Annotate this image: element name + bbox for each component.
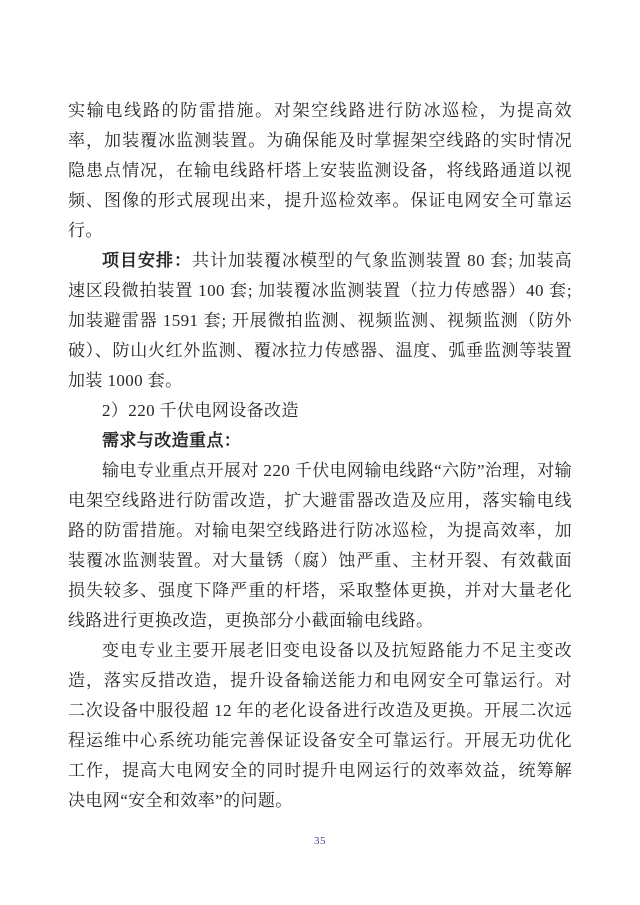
project-arrangement-label: 项目安排： bbox=[102, 251, 192, 270]
paragraph-continuation: 实输电线路的防雷措施。对架空线路进行防冰巡检，为提高效率，加装覆冰监测装置。为确保能及时掌握架空线路的实时情况隐患点情况，在输电线路杆塔上安装监测设备，将线路通道以视频、图像的形式展现出来，提升巡检效率。保证电网安全可靠运行。 bbox=[68, 101, 572, 240]
subsection-heading: 2）220 千伏电网设备改造 bbox=[102, 401, 299, 420]
project-arrangement-text: 共计加装覆冰模型的气象监测装置 80 套; 加装高速区段微拍装置 100 套; 加装覆冰监测装置（拉力传感器）40 套; 加装避雷器 1591 套; 开展微拍监测、视频监测、视频监测（防外破）、防山火红外监测、覆冰拉力传感器、温度、弧垂监测等装置加装 1000 套。 bbox=[68, 251, 572, 390]
page-number: 35 bbox=[314, 835, 326, 847]
requirements-heading: 需求与改造重点： bbox=[102, 431, 242, 450]
paragraph-project-arrangement bbox=[68, 246, 572, 396]
page-content bbox=[68, 96, 572, 816]
paragraph-substation: 变电专业主要开展老旧变电设备以及抗短路能力不足主变改造，落实反措改造，提升设备输送能力和电网安全可靠运行。对二次设备中服役超 12 年的老化设备进行改造及更换。开展二次远程运维中心系统功能完善保证设备安全可靠运行。开展无功优化工作，提高大电网安全的同时提升电网运行的效率效益，统筹解决电网“安全和效率”的问题。 bbox=[68, 641, 572, 810]
paragraph-transmission: 输电专业重点开展对 220 千伏电网输电线路“六防”治理，对输电架空线路进行防雷改造，扩大避雷器改造及应用，落实输电线路的防雷措施。对输电架空线路进行防冰巡检，为提高效率，加装覆冰监测装置。对大量锈（腐）蚀严重、主材开裂、有效截面损失较多、强度下降严重的杆塔，采取整体更换，并对大量老化线路进行更换改造，更换部分小截面输电线路。 bbox=[68, 461, 572, 630]
